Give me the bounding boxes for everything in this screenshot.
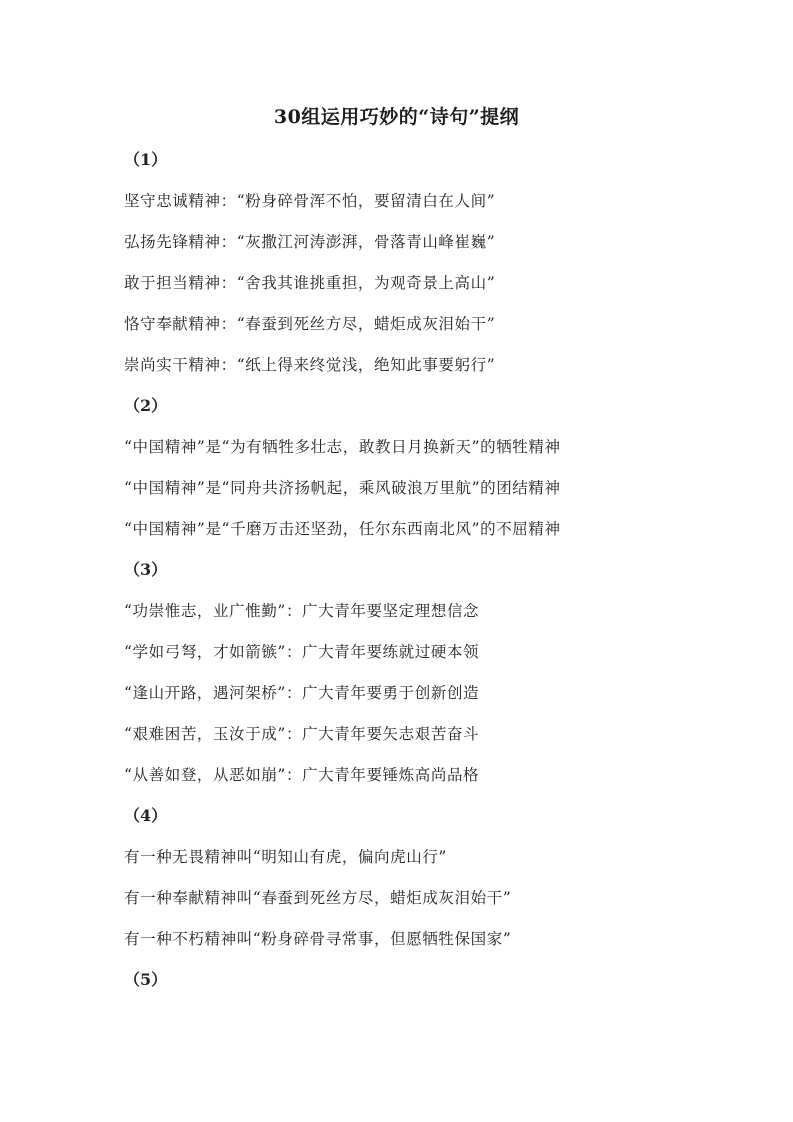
text-line: 有一种不朽精神叫“粉身碎骨寻常事，但愿牺牲保国家” bbox=[124, 930, 512, 948]
text-line: 敢于担当精神：“舍我其谁挑重担，为观奇景上高山” bbox=[124, 274, 496, 292]
text-line: “中国精神”是“同舟共济扬帆起，乘风破浪万里航”的团结精神 bbox=[124, 479, 561, 497]
text-line: “从善如登，从恶如崩”：广大青年要锤炼高尚品格 bbox=[124, 766, 480, 784]
section-heading: （1） bbox=[124, 150, 168, 169]
text-line: 弘扬先锋精神：“灰撒江河涛澎湃，骨落青山峰崔巍” bbox=[124, 233, 496, 251]
text-line: 坚守忠诚精神：“粉身碎骨浑不怕，要留清白在人间” bbox=[124, 192, 496, 210]
document-body bbox=[124, 148, 724, 1009]
text-line: 恪守奉献精神：“春蚕到死丝方尽，蜡炬成灰泪始干” bbox=[124, 315, 496, 333]
section-heading: （4） bbox=[124, 806, 168, 825]
text-line: 崇尚实干精神：“纸上得来终觉浅，绝知此事要躬行” bbox=[124, 356, 496, 374]
section-heading: （5） bbox=[124, 970, 168, 989]
text-line: “功崇惟志，业广惟勤”：广大青年要坚定理想信念 bbox=[124, 602, 480, 620]
text-line: “中国精神”是“为有牺牲多壮志，敢教日月换新天”的牺牲精神 bbox=[124, 438, 561, 456]
text-line: 有一种奉献精神叫“春蚕到死丝方尽，蜡炬成灰泪始干” bbox=[124, 889, 512, 907]
text-line: “学如弓弩，才如箭镞”：广大青年要练就过硬本领 bbox=[124, 643, 480, 661]
section-heading: （2） bbox=[124, 396, 168, 415]
text-line: “逢山开路，遇河架桥”：广大青年要勇于创新创造 bbox=[124, 684, 480, 702]
section-heading: （3） bbox=[124, 560, 168, 579]
text-line: 有一种无畏精神叫“明知山有虎，偏向虎山行” bbox=[124, 848, 447, 866]
text-line: “中国精神”是“千磨万击还坚劲，任尔东西南北风”的不屈精神 bbox=[124, 520, 561, 538]
text-line: “艰难困苦，玉汝于成”：广大青年要矢志艰苦奋斗 bbox=[124, 725, 480, 743]
document-title: 30组运用巧妙的“诗句”提纲 bbox=[273, 106, 520, 128]
